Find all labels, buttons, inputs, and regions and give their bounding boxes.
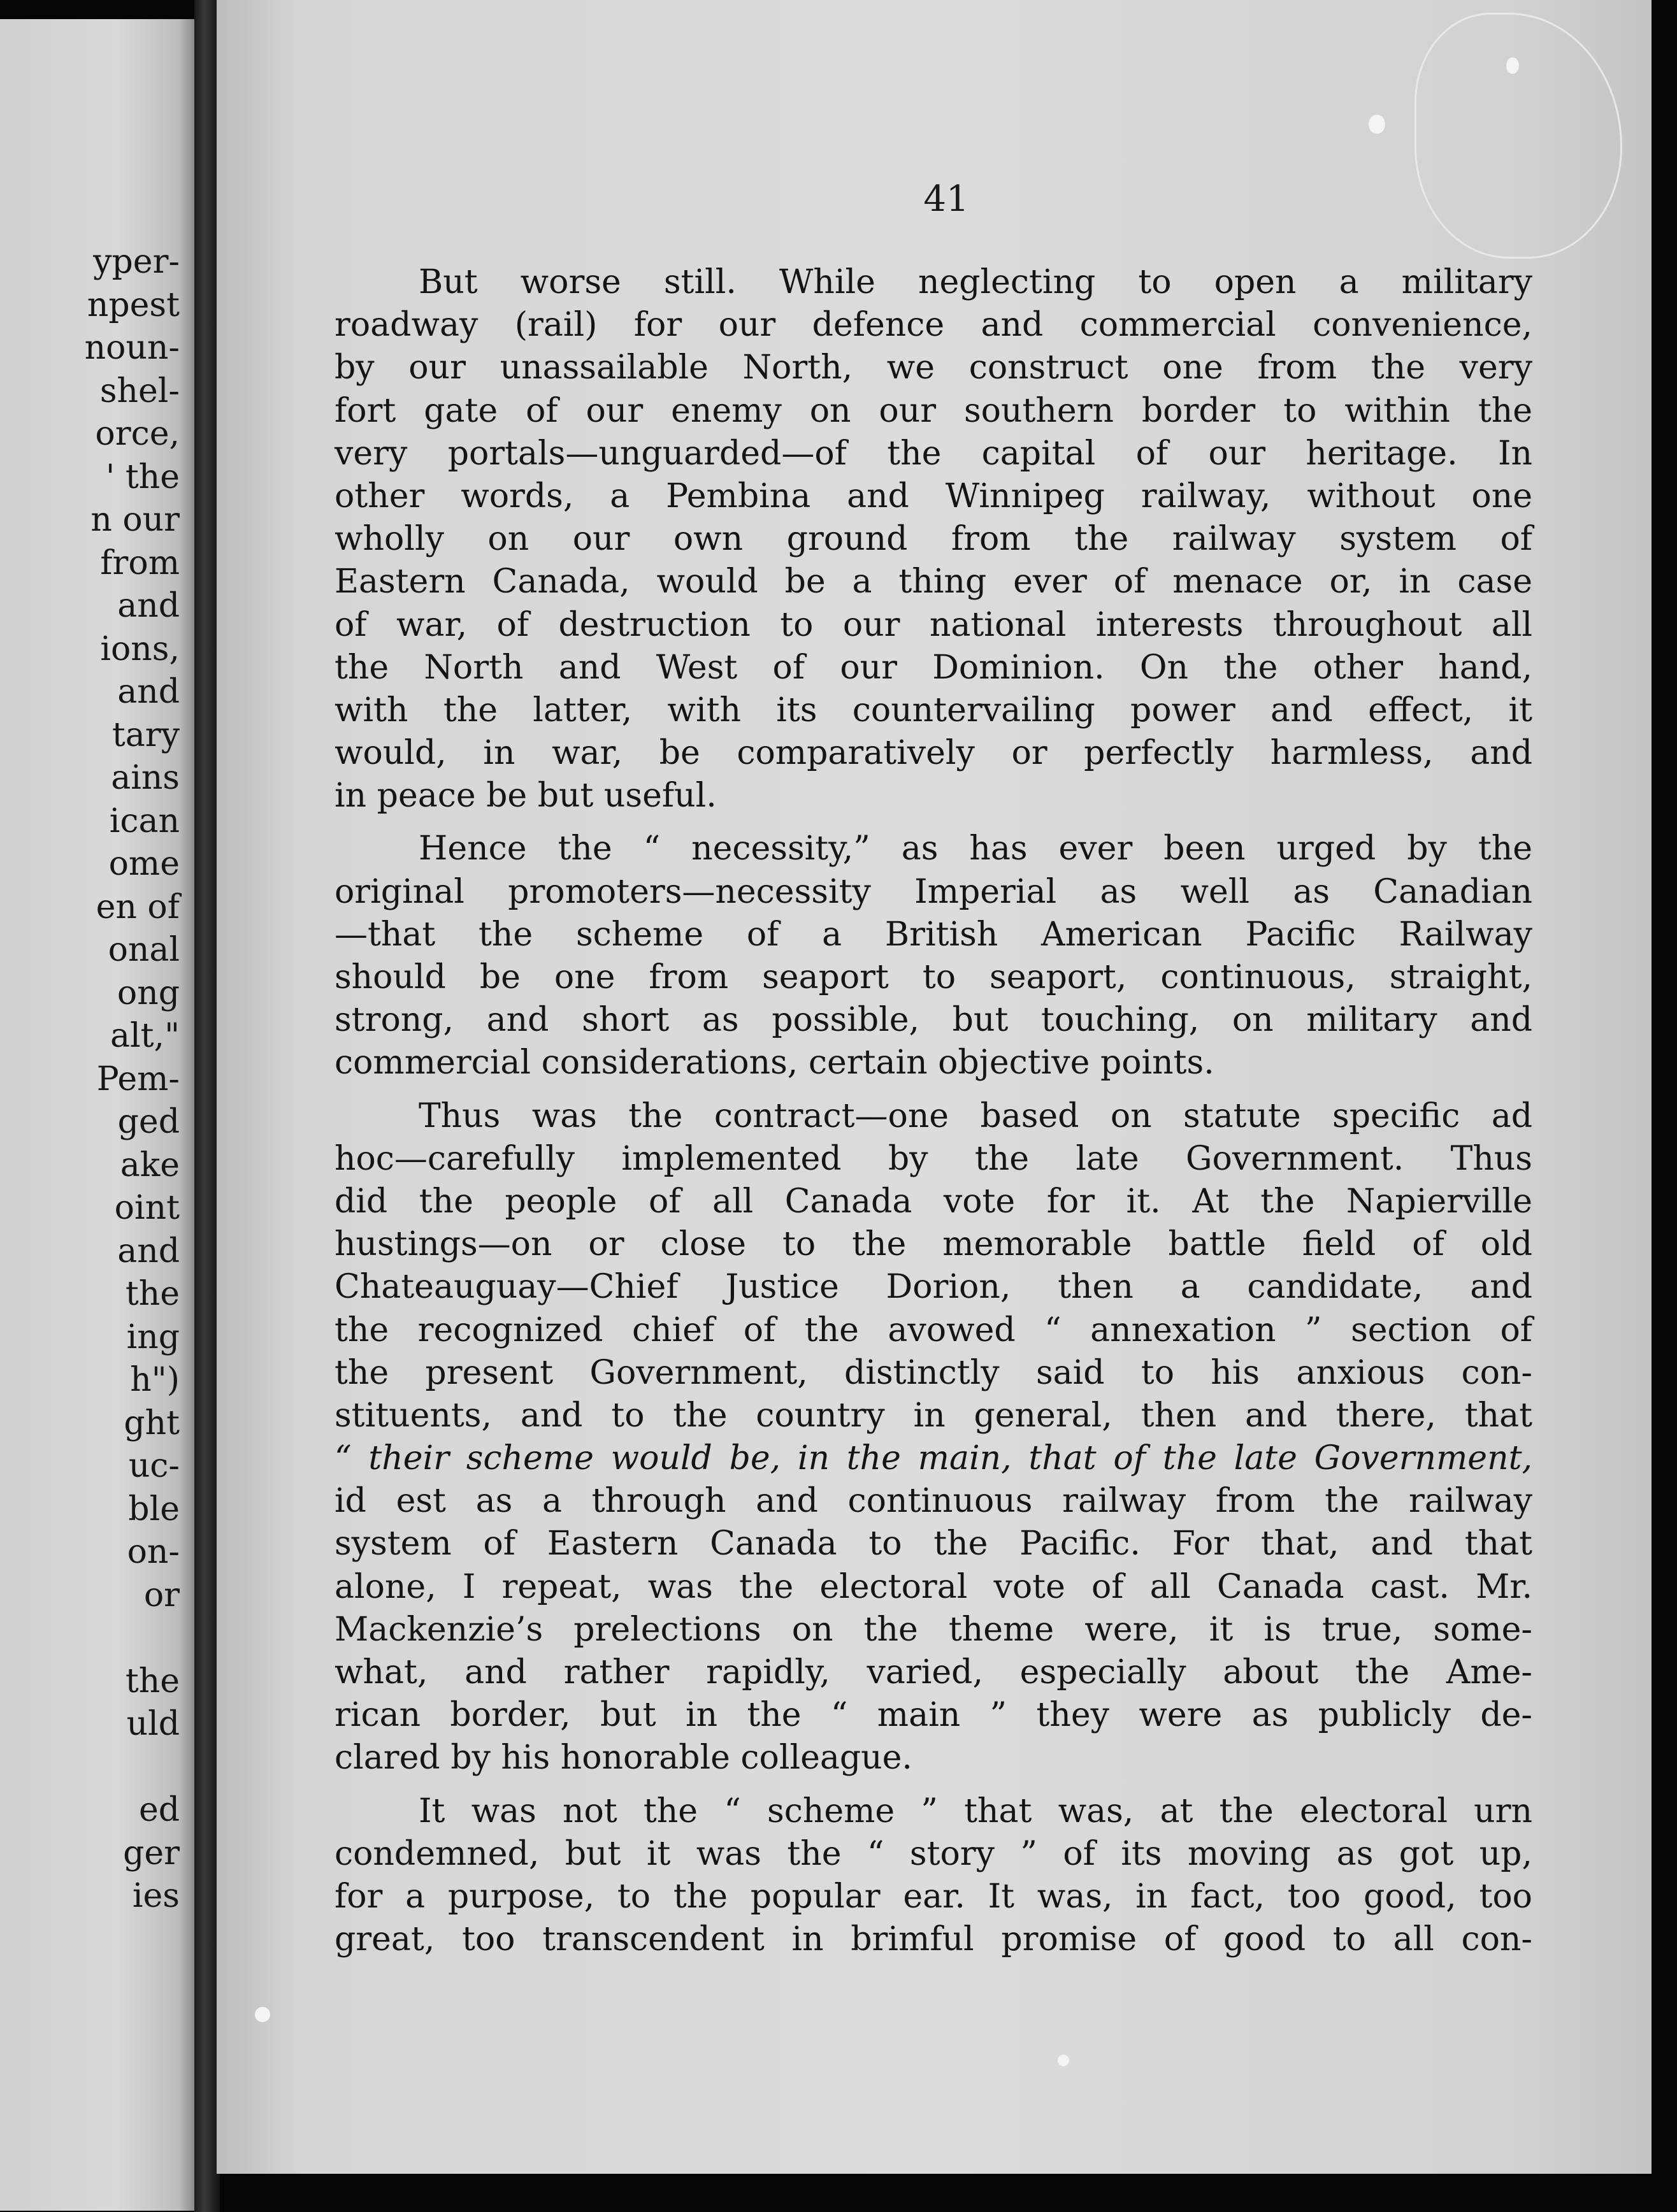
left-page-fragment: shel- xyxy=(99,371,180,410)
text-line: original promoters—necessity Imperial as well as Canadian xyxy=(335,872,1532,911)
left-page-fragment: noun- xyxy=(84,329,180,367)
page-body-text xyxy=(335,261,1532,1971)
right-page xyxy=(217,0,1652,2174)
text-line: condemned, but it was the “ story ” of its moving as got up, xyxy=(335,1834,1532,1873)
text-line: alone, I repeat, was the electoral vote of all Canada cast. Mr. xyxy=(335,1567,1532,1606)
text-line: other words, a Pembina and Winnipeg railway, without one xyxy=(335,477,1532,515)
scan-scratch xyxy=(1414,13,1622,259)
left-page-fragment: ged xyxy=(117,1103,180,1141)
text-line: wholly on our own ground from the railway system of xyxy=(335,520,1532,559)
text-line: “ their scheme would be, in the main, that of the late Government, xyxy=(335,1439,1532,1478)
paragraph-4 xyxy=(335,1790,1532,1962)
scan-speck xyxy=(255,2007,270,2022)
left-page-fragment: or xyxy=(143,1576,180,1614)
text-line: very portals—unguarded—of the capital of our heritage. In xyxy=(335,434,1532,473)
left-page-fragment: ake xyxy=(120,1146,180,1184)
left-page-fragment: onal xyxy=(108,931,180,969)
paragraph-2 xyxy=(335,828,1532,1084)
text-line: Thus was the contract—one based on statute specific ad xyxy=(419,1096,1532,1135)
left-page-fragment: h") xyxy=(130,1361,180,1399)
text-line: hustings—on or close to the memorable battle field of old xyxy=(335,1225,1532,1264)
left-page-fragment: ains xyxy=(111,759,180,797)
left-page-fragment: on- xyxy=(127,1533,180,1571)
left-page-fragment: from xyxy=(100,543,180,582)
left-page-fragment: tary xyxy=(112,715,180,754)
left-page-fragment: npest xyxy=(87,285,180,324)
text-line: —that the scheme of a British American Pacific Railway xyxy=(335,915,1532,954)
text-line: great, too transcendent in brimful promise of good to all con- xyxy=(335,1920,1532,1959)
left-page-fragment xyxy=(0,1746,194,1790)
text-line: clared by his honorable colleague. xyxy=(335,1739,912,1778)
left-page-fragment: ble xyxy=(128,1490,180,1528)
text-line: rican border, but in the “ main ” they were as publicly de- xyxy=(335,1696,1532,1735)
left-page-fragment: en of xyxy=(96,887,180,926)
scan-speck xyxy=(1369,115,1385,134)
text-line: the recognized chief of the avowed “ annexation ” section of xyxy=(335,1311,1532,1349)
text-line: id est as a through and continuous railway from the railway xyxy=(335,1482,1532,1521)
left-page-fragment xyxy=(0,1617,194,1660)
text-line: by our unassailable North, we construct one from the very xyxy=(335,348,1532,387)
left-page-fragment: and xyxy=(117,1232,180,1270)
text-line: Mackenzie’s prelections on the theme were, it is true, some- xyxy=(335,1610,1532,1649)
left-page-fragment: the xyxy=(125,1275,180,1313)
left-page-text-fragments xyxy=(0,241,194,1918)
left-page-fragment: uld xyxy=(126,1705,180,1743)
left-page-fragment: ies xyxy=(132,1877,180,1915)
left-page-fragment: the xyxy=(125,1662,180,1700)
left-page-fragment: n our xyxy=(90,501,180,539)
text-line: the North and West of our Dominion. On the other hand, xyxy=(335,648,1532,687)
scan-speck xyxy=(1058,2055,1069,2066)
left-page-fragment: and xyxy=(117,673,180,711)
left-page-fragment: ong xyxy=(117,973,180,1012)
text-line: commercial considerations, certain objective points. xyxy=(335,1044,1214,1082)
left-page-fragment: orce, xyxy=(95,415,180,453)
text-line: It was not the “ scheme ” that was, at the electoral urn xyxy=(419,1792,1532,1830)
left-page-fragment: Pem- xyxy=(96,1059,180,1098)
text-line: in peace be but useful. xyxy=(335,777,717,815)
left-page-fragment: and xyxy=(117,587,180,625)
left-page-fragment: yper- xyxy=(93,243,180,281)
text-line: But worse still. While neglecting to open a military xyxy=(419,263,1532,301)
left-page-fragment: ' the xyxy=(106,457,180,496)
text-line: did the people of all Canada vote for it. At the Napierville xyxy=(335,1182,1532,1221)
text-line: the present Government, distinctly said to his anxious con- xyxy=(335,1353,1532,1392)
text-line: hoc—carefully implemented by the late Government. Thus xyxy=(335,1139,1532,1178)
text-line: strong, and short as possible, but touching, on military and xyxy=(335,1001,1532,1040)
text-line: should be one from seaport to seaport, continuous, straight, xyxy=(335,958,1532,996)
text-line: would, in war, be comparatively or perfectly harmless, and xyxy=(335,734,1532,773)
left-page-fragment: ing xyxy=(126,1318,180,1356)
text-line: roadway (rail) for our defence and commercial convenience, xyxy=(335,306,1532,345)
left-page-fragment: alt," xyxy=(110,1017,180,1055)
text-line: Chateauguay—Chief Justice Dorion, then a candidate, and xyxy=(335,1268,1532,1307)
text-line: fort gate of our enemy on our southern border to within the xyxy=(335,391,1532,430)
left-page-fragment: ions, xyxy=(100,629,180,668)
text-line: Eastern Canada, would be a thing ever of menace or, in case xyxy=(335,563,1532,601)
text-line: system of Eastern Canada to the Pacific. For that, and that xyxy=(335,1525,1532,1563)
text-line: Hence the “ necessity,” as has ever been urged by the xyxy=(419,830,1532,868)
left-page-fragment: ght xyxy=(124,1404,180,1442)
left-page-fragment: ican xyxy=(109,801,180,840)
left-facing-page xyxy=(0,19,194,2211)
text-line: stituents, and to the country in general, then and there, that xyxy=(335,1396,1532,1435)
paragraph-1 xyxy=(335,261,1532,817)
left-page-fragment: ed xyxy=(138,1791,180,1829)
text-line: for a purpose, to the popular ear. It was, in fact, too good, too xyxy=(335,1877,1532,1916)
left-page-fragment: uc- xyxy=(128,1447,180,1485)
paragraph-3 xyxy=(335,1095,1532,1780)
text-line: what, and rather rapidly, varied, especially about the Ame- xyxy=(335,1653,1532,1691)
text-line: of war, of destruction to our national interests throughout all xyxy=(335,605,1532,644)
left-page-fragment: oint xyxy=(114,1189,180,1227)
page-number: 41 xyxy=(923,178,969,220)
left-page-fragment: ger xyxy=(123,1834,180,1872)
text-line: with the latter, with its countervailing power and effect, it xyxy=(335,691,1532,729)
book-gutter xyxy=(194,0,220,2212)
left-page-fragment: ome xyxy=(108,845,180,883)
